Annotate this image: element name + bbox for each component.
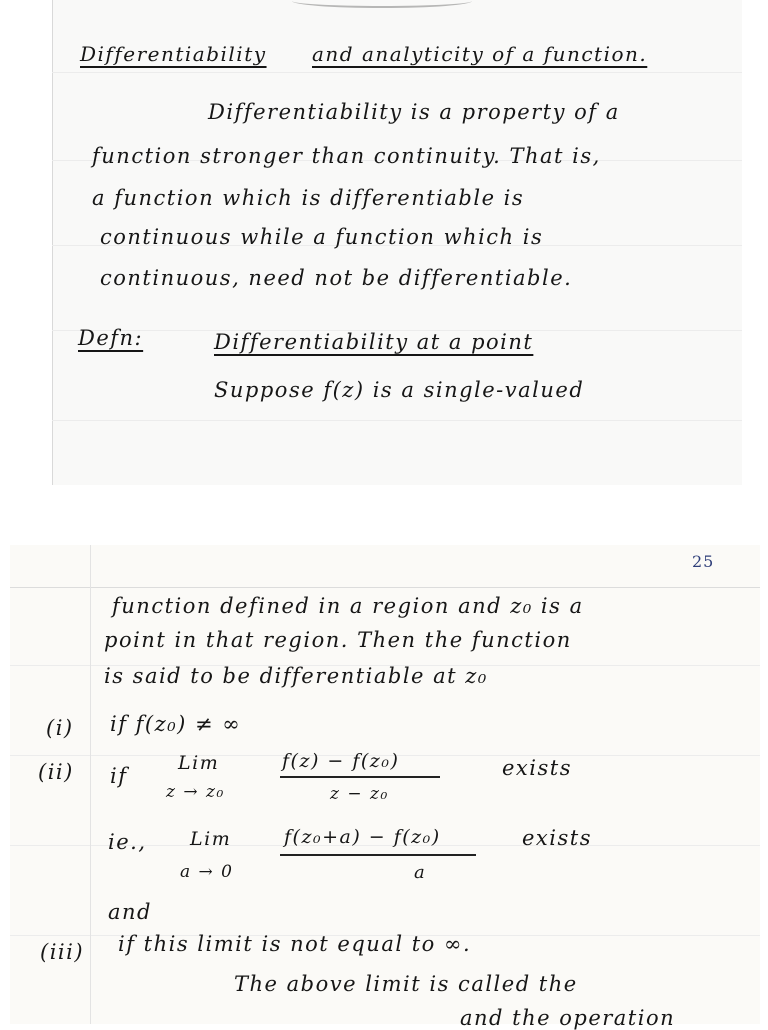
fraction-2-numerator: f(z₀+a) − f(z₀) [284, 826, 441, 848]
condition-iii-text: if this limit is not equal to ∞. [118, 932, 472, 956]
para-line-4: continuous while a function which is [100, 225, 544, 249]
fraction-1-numerator: f(z) − f(z₀) [282, 750, 400, 772]
para-line-1: Differentiability is a property of a [208, 100, 620, 124]
defn-label: Defn: [78, 326, 144, 350]
para-line-3: a function which is differentiable is [92, 186, 525, 210]
body-line-1: function defined in a region and z₀ is a [112, 594, 584, 618]
closing-line: The above limit is called the [234, 972, 578, 996]
fraction-2-denominator: a [414, 862, 427, 883]
defn-title: Differentiability at a point [214, 330, 534, 354]
limit-1-subscript: z → z₀ [166, 782, 225, 802]
condition-ii-if: if [110, 764, 128, 788]
para-line-2: function stronger than continuity. That is, [92, 144, 601, 168]
condition-iii-label: (iii) [40, 940, 85, 964]
fraction-1-bar [280, 776, 440, 778]
page-number: 25 [692, 552, 715, 571]
heading-differentiability: Differentiability [80, 42, 267, 66]
body-line-2: point in that region. Then the function [104, 628, 572, 652]
body-line-3: is said to be differentiable at z₀ [104, 664, 488, 688]
limit-2-lim: Lim [190, 828, 232, 850]
para-line-5: continuous, need not be differentiable. [100, 266, 573, 290]
ie-label: ie., [108, 830, 147, 854]
condition-i-label: (i) [46, 716, 74, 740]
fraction-2-bar [280, 854, 476, 856]
limit-1-lim: Lim [178, 752, 220, 774]
fraction-1-denominator: z − z₀ [330, 784, 389, 804]
defn-line: Suppose f(z) is a single-valued [214, 378, 585, 402]
heading-analyticity: and analyticity of a function. [312, 42, 648, 66]
exists-1: exists [502, 756, 572, 780]
and-word: and [108, 900, 152, 924]
exists-2: exists [522, 826, 592, 850]
condition-i-text: if f(z₀) ≠ ∞ [110, 712, 242, 736]
cut-off-text [292, 0, 472, 8]
cut-off-line: and the operation [460, 1006, 676, 1030]
limit-2-subscript: a → 0 [180, 862, 234, 882]
condition-ii-label: (ii) [38, 760, 74, 784]
